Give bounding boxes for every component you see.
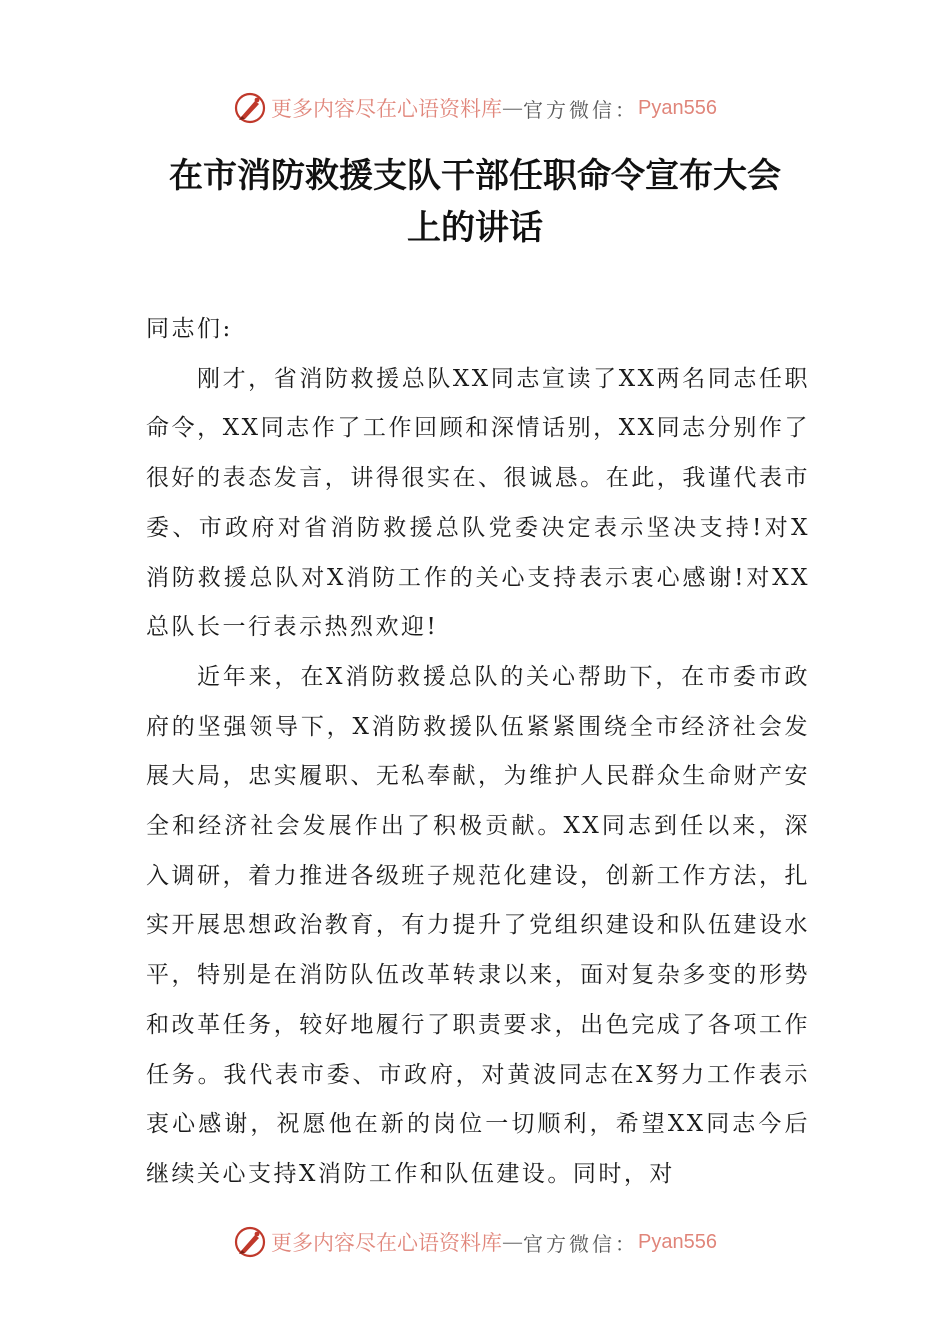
salutation: 同志们: (146, 316, 233, 342)
paragraph-2: 近年来，在X消防救援总队的关心帮助下，在市委市政府的坚强领导下，X消防救援队伍紧紧围绕全市经济社会发展大局，忠实履职、无私奉献，为维护人民群众生命财产安全和经济社会发展作出了积极贡献。XX同志到任以来，深入调研，着力推进各级班子规范化建设，创新工作方法，扎实开展思想政治教育，有力提升了党组织建设和队伍建设水平，特别是在消防队伍改革转隶以来，面对复杂多变的形势和改革任务，较好地履行了职责要求，出色完成了各项工作任务。我代表市委、市政府，对黄波同志在X努力工作表示衷心感谢，祝愿他在新的岗位一切顺利，希望XX同志今后继续关心支持X消防工作和队伍建设。同时，对 (146, 663, 810, 1187)
document-title (100, 150, 850, 254)
watermark-wechat-id: Pyan556 (638, 96, 717, 119)
watermark-text: 更多内容尽在心语资料库 (271, 97, 503, 121)
footer-watermark (0, 1222, 950, 1262)
title-line-1: 在市消防救援支队干部任职命令宣布大会 (169, 156, 781, 196)
watermark-wechat-label: 官方微信： (523, 97, 639, 122)
watermark-text: 更多内容尽在心语资料库 (271, 1231, 503, 1255)
title-line-2: 上的讲话 (407, 208, 543, 248)
watermark-wechat-id: Pyan556 (638, 1230, 717, 1253)
watermark-separator: — (502, 1230, 524, 1254)
watermark-wechat-label: 官方微信： (523, 1231, 639, 1256)
paragraph-1: 刚才，省消防救援总队XX同志宣读了XX两名同志任职命令，XX同志作了工作回顾和深情话别，XX同志分别作了很好的表态发言，讲得很实在、很诚恳。在此，我谨代表市委、市政府对省消防救援总队党委决定表示坚决支持!对X消防救援总队对X消防工作的关心支持表示衷心感谢!对XX总队长一行表示热烈欢迎! (146, 365, 810, 641)
header-watermark (0, 88, 950, 128)
document-body (146, 305, 810, 1200)
watermark-separator: — (502, 96, 524, 120)
pen-circle-logo-icon (233, 91, 267, 125)
pen-circle-logo-icon (233, 1225, 267, 1259)
